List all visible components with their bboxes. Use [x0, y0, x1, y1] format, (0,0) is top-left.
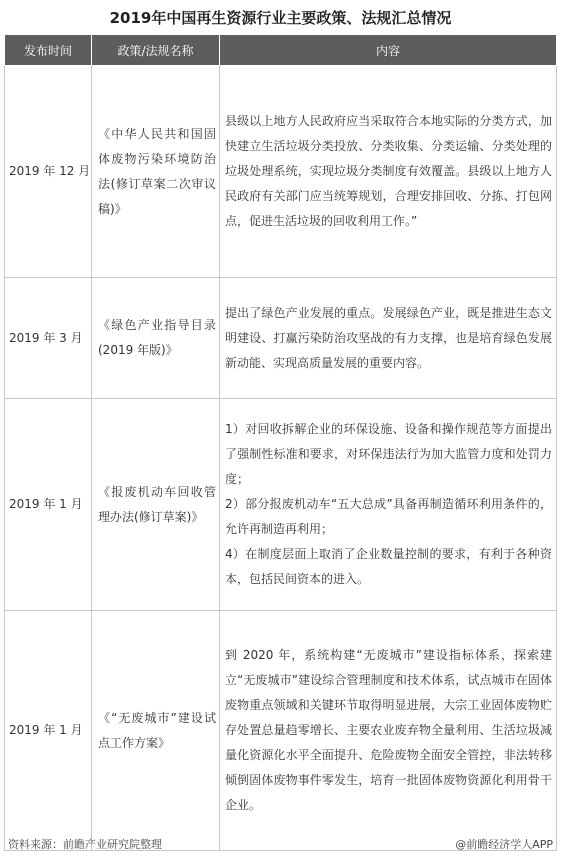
table-row	[5, 278, 557, 399]
page-title: 2019年中国再生资源行业主要政策、法规汇总情况	[109, 9, 452, 27]
header-policy-name: 政策/法规名称	[92, 35, 220, 66]
row-date: 2019 年 3 月	[5, 278, 92, 399]
content-point: 1）对回收拆解企业的环保设施、设备和操作规范等方面提出了强制性标准和要求，对环保违法行为加大监管力度和处罚力度；	[225, 422, 552, 486]
row-date: 2019 年 12 月	[5, 66, 92, 278]
source-note: 资料来源：前瞻产业研究院整理	[8, 838, 162, 851]
row-date: 2019 年 1 月	[5, 611, 92, 851]
row-policy-name: 《绿色产业指导目录(2019 年版)》	[92, 278, 220, 399]
row-content: 提出了绿色产业发展的重点。发展绿色产业，既是推进生态文明建设、打赢污染防治攻坚战的有力支撑，也是培育绿色发展新动能、实现高质量发展的重要内容。	[220, 278, 557, 399]
table-row	[5, 66, 557, 278]
row-policy-name: 《报废机动车回收管理办法(修订草案)》	[92, 399, 220, 611]
header-date: 发布时间	[5, 35, 92, 66]
table-header-row	[5, 35, 557, 66]
row-content	[220, 399, 557, 611]
row-content: 到 2020 年，系统构建“无废城市”建设指标体系，探索建立“无废城市”建设综合管理制度和技术体系，试点城市在固体废物重点领域和关键环节取得明显进展，大宗工业固体废物贮存处置总量趋零增长、主要农业废弃物全量利用、生活垃圾减量化资源化水平全面提升、危险废物全面安全管控，非法转移倾倒固体废物事件零发生，培育一批固体废物资源化利用骨干企业。	[220, 611, 557, 851]
header-content: 内容	[220, 35, 557, 66]
table-row	[5, 611, 557, 851]
brand-credit: @前瞻经济学人APP	[455, 838, 553, 851]
row-policy-name: 《“无废城市”建设试点工作方案》	[92, 611, 220, 851]
row-policy-name: 《中华人民共和国固体废物污染环境防治法(修订草案二次审议稿)》	[92, 66, 220, 278]
row-date: 2019 年 1 月	[5, 399, 92, 611]
table-row	[5, 399, 557, 611]
footer	[8, 834, 553, 856]
content-point: 2）部分报废机动车“五大总成”具备再制造循环利用条件的，允许再制造再利用；	[225, 497, 552, 536]
policy-table	[4, 34, 557, 851]
content-point: 4）在制度层面上取消了企业数量控制的要求，有利于各种资本，包括民间资本的进入。	[225, 547, 552, 586]
row-content: 县级以上地方人民政府应当采取符合本地实际的分类方式，加快建立生活垃圾分类投放、分类收集、分类运输、分类处理的垃圾处理系统，实现垃圾分类制度有效覆盖。县级以上地方人民政府有关部门应当统筹规划，合理安排回收、分拣、打包网点，促进生活垃圾的回收利用工作。”	[220, 66, 557, 278]
